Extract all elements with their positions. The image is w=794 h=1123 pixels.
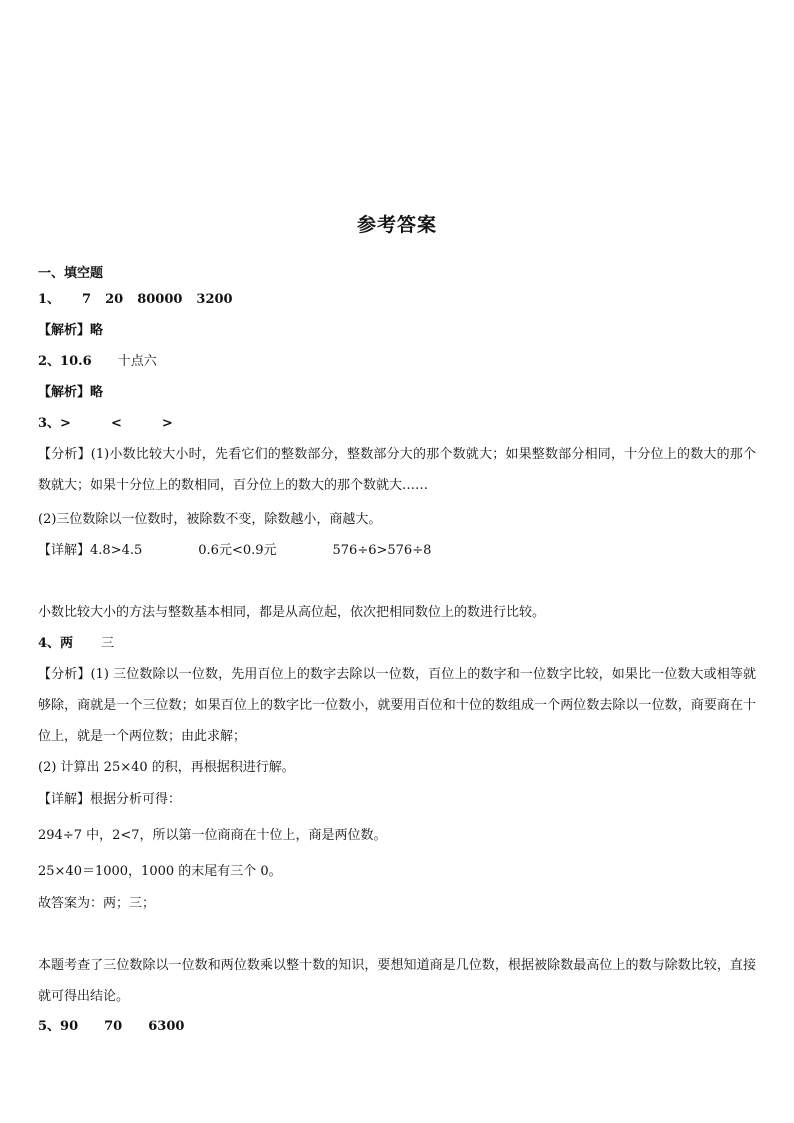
q4-summary: 本题考查了三位数除以一位数和两位数乘以整十数的知识，要想知道商是几位数，根据被除数最高位上的数与除数比较，直接就可得出结论。 [38, 958, 756, 1004]
q3-detail-3: 576÷6>576÷8 [332, 543, 432, 558]
q1-answer-3: 80000 [137, 292, 183, 307]
q1-answer-1: 7 [82, 292, 92, 307]
q4-answer-line [38, 636, 114, 652]
q3-answer-3: > [161, 416, 173, 431]
q3-detail-2: 0.6元<0.9元 [198, 543, 277, 558]
q4-detail-label: 【详解】根据分析可得： [38, 792, 182, 807]
q5-answer-1: 90 [60, 1019, 79, 1034]
q3-detail-line [38, 543, 431, 559]
section-heading-fill-blank: 一、填空题 [38, 266, 104, 281]
q2-analysis: 【解析】略 [38, 385, 104, 400]
q2-answer-2: 十点六 [117, 354, 157, 369]
q5-number: 5、 [38, 1019, 61, 1034]
q1-answer-4: 3200 [196, 292, 233, 307]
q5-answer-line [38, 1019, 184, 1035]
q4-analysis-2: (2) 计算出 25×40 的积，再根据积进行解。 [38, 760, 295, 775]
q1-answer-line [38, 292, 233, 308]
q3-summary: 小数比较大小的方法与整数基本相同，都是从高位起，依次把相同数位上的数进行比较。 [38, 605, 546, 620]
q1-analysis: 【解析】略 [38, 323, 104, 338]
q2-number: 2、 [38, 354, 61, 369]
q1-number: 1、 [38, 292, 61, 307]
q3-answer-2: < [110, 416, 122, 431]
q5-answer-2: 70 [104, 1019, 123, 1034]
q2-answer-line [38, 354, 157, 370]
q3-detail-label: 【详解】 [38, 543, 91, 558]
q4-number: 4、 [38, 636, 61, 651]
q3-detail-1: 4.8>4.5 [90, 543, 143, 558]
q4-answer-2: 三 [101, 636, 115, 651]
q3-analysis: 【分析】(1)小数比较大小时，先看它们的整数部分，整数部分大的那个数就大；如果整数部分相同，十分位上的数大的那个数就大；如果十分位上的数相同，百分位上的数大的那个数就大…… [38, 447, 756, 493]
q4-detail-line-2: 25×40＝1000，1000 的末尾有三个 0。 [38, 864, 282, 879]
q5-answer-3: 6300 [148, 1019, 185, 1034]
q3-analysis-2: (2)三位数除以一位数时，被除数不变，除数越小，商越大。 [38, 512, 382, 527]
q4-analysis: 【分析】(1) 三位数除以一位数，先用百位上的数字去除以一位数，百位上的数字和一位数字比较，如果比一位数大或相等就够除，商就是一个三位数；如果百位上的数字比一位数小，就要用百位和十位的数组成一个两位数去除以一位数，商要商在十位上，就是一个两位数；由此求解； [38, 667, 756, 744]
q3-answer-line [38, 416, 173, 432]
q3-answer-1: > [60, 416, 71, 431]
q4-final-answer: 故答案为：两；三； [38, 896, 156, 911]
page-title: 参考答案 [356, 214, 437, 236]
q4-answer-1: 两 [60, 636, 74, 651]
q2-answer-1: 10.6 [60, 354, 92, 369]
q1-answer-2: 20 [105, 292, 124, 307]
q3-number: 3、 [38, 416, 61, 431]
q4-detail-line-1: 294÷7 中，2<7，所以第一位商商在十位上，商是两位数。 [38, 828, 387, 843]
